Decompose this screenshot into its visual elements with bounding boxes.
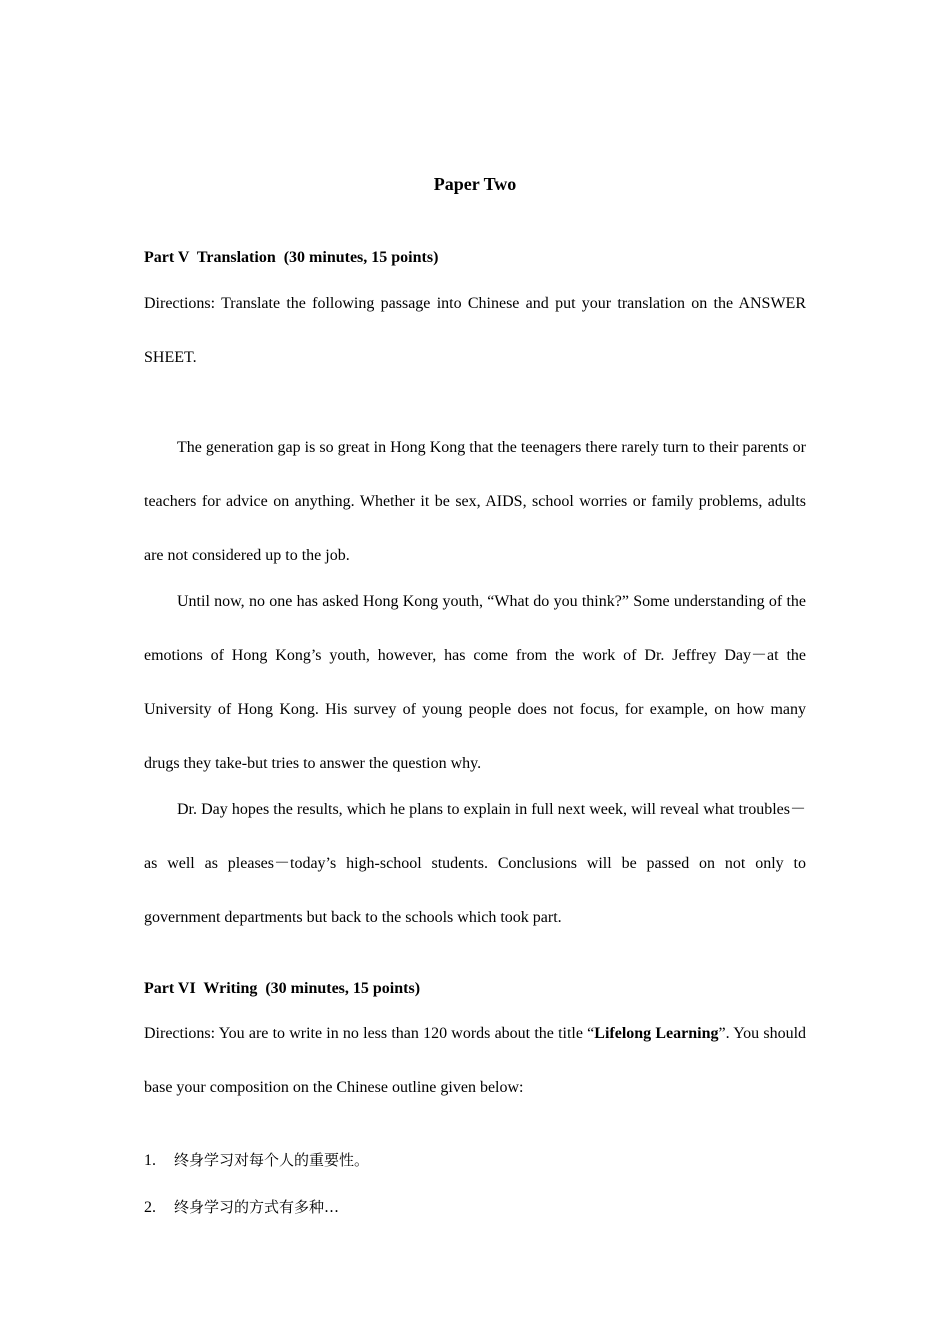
outline-item-text: 终身学习对每个人的重要性。 xyxy=(174,1151,370,1169)
outline-item xyxy=(144,1195,339,1220)
outline-item-text: 终身学习的方式有多种… xyxy=(174,1198,340,1216)
writing-directions-text-before: Directions: You are to write in no less than 120 words about the title “ xyxy=(144,1025,595,1042)
outline-item-number: 1. xyxy=(144,1152,156,1169)
translation-directions: Directions: Translate the following passage into Chinese and put your translation on the ANSWER SHEET. xyxy=(144,295,806,366)
section-heading-part-v: Part V Translation (30 minutes, 15 points) xyxy=(144,249,439,266)
section-heading-part-vi: Part VI Writing (30 minutes, 15 points) xyxy=(144,980,421,997)
writing-directions xyxy=(144,1007,806,1115)
writing-directions-text-after: ”. You should base your composition on the Chinese outline given below: xyxy=(144,1025,807,1096)
outline-item-number: 2. xyxy=(144,1199,156,1216)
outline-item xyxy=(144,1148,369,1173)
page-title: Paper Two xyxy=(433,174,517,194)
passage-paragraph-1: The generation gap is so great in Hong Kong that the teenagers there rarely turn to their parents or teachers for advice on anything. Whether it be sex, AIDS, school worries or family problems, adults are not considered up to the job. xyxy=(144,439,806,564)
essay-title: Lifelong Learning xyxy=(594,1025,719,1042)
passage-paragraph-2: Until now, no one has asked Hong Kong youth, “What do you think?” Some understanding of the emotions of Hong Kong’s youth, however, has come from the work of Dr. Jeffrey Day－at the University of Hong Kong. His survey of young people does not focus, for example, on how many drugs they take-but tries to answer the question why. xyxy=(144,593,806,772)
passage-paragraph-3: Dr. Day hopes the results, which he plans to explain in full next week, will reveal what troubles－as well as pleases－today’s high-school students. Conclusions will be passed on not only to government departments but back to the schools which took part. xyxy=(144,801,807,926)
